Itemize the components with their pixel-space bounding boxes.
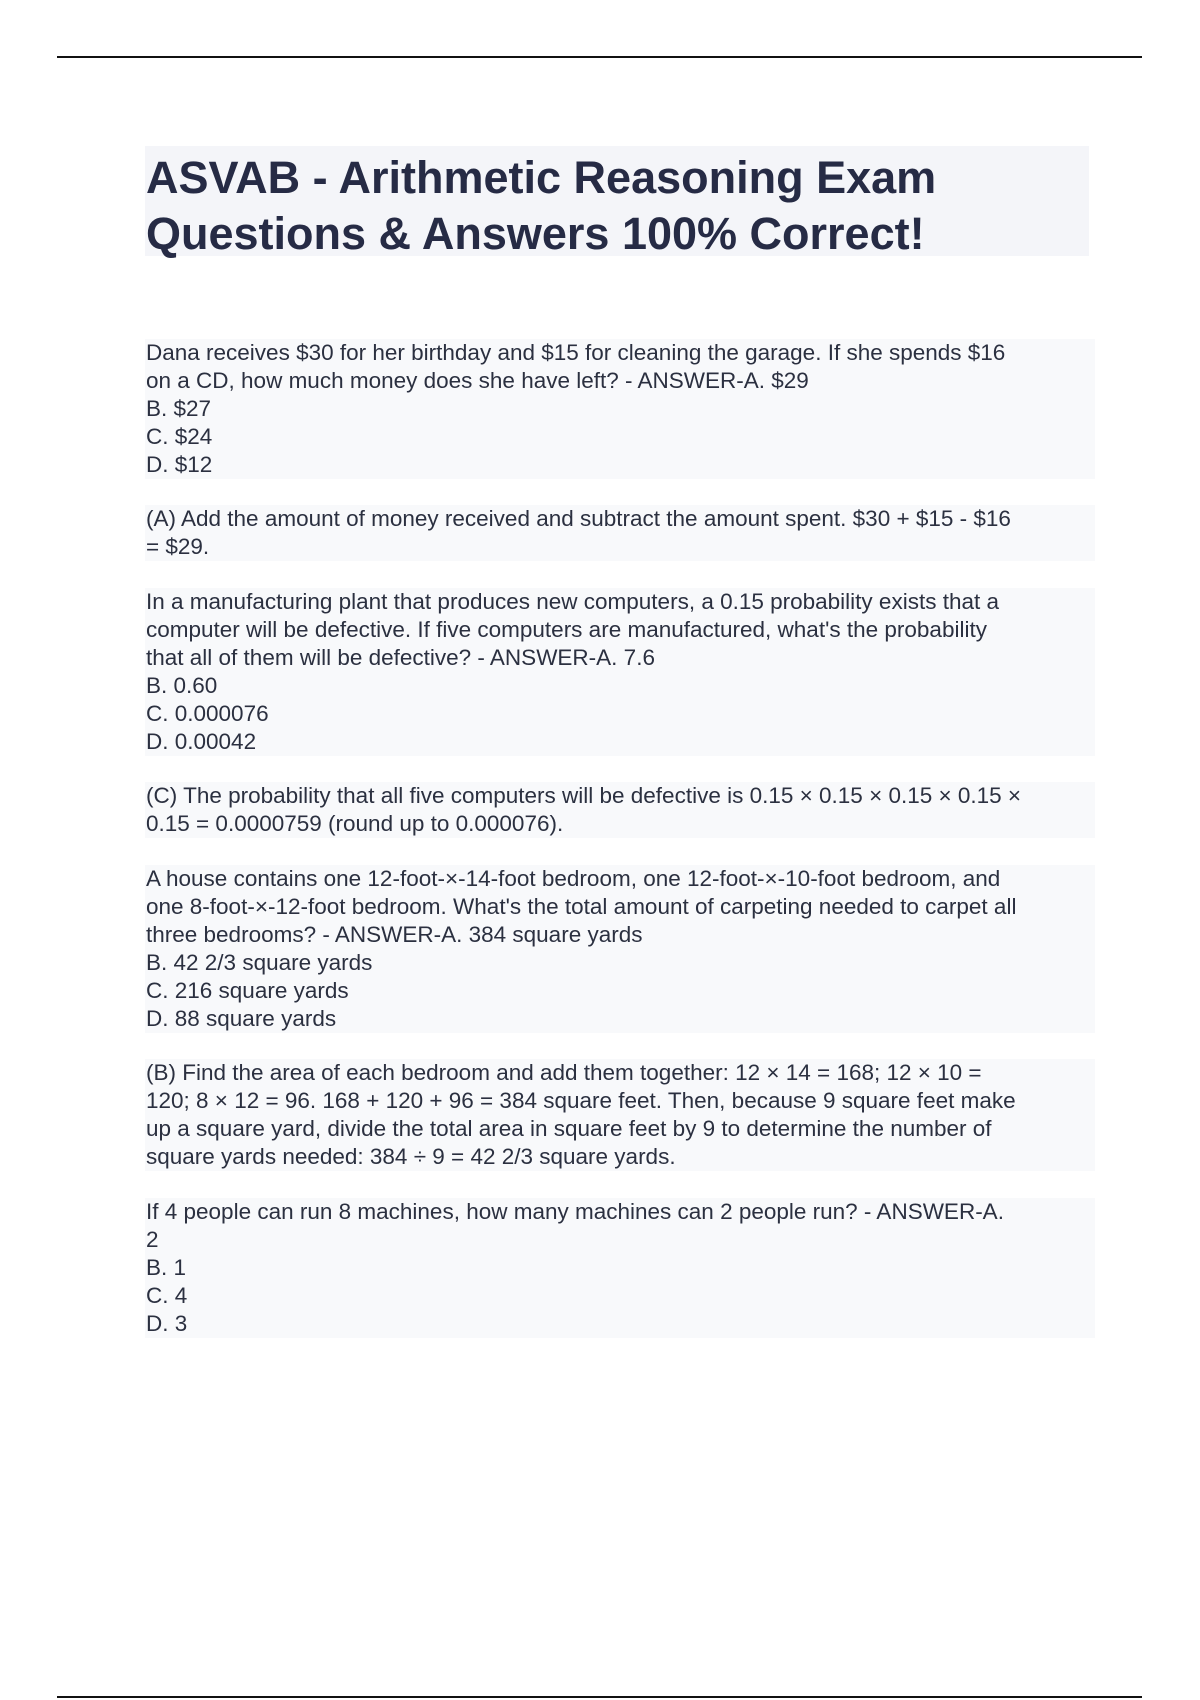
document-title — [146, 150, 1076, 262]
question-line: 2 — [146, 1227, 159, 1252]
question-block — [145, 865, 1095, 1033]
question-line: computer will be defective. If five computers are manufactured, what's the probability — [146, 617, 987, 642]
answer-option: B. 42 2/3 square yards — [146, 950, 373, 975]
title-line: Questions & Answers 100% Correct! — [146, 208, 925, 259]
top-rule — [57, 56, 1142, 58]
question-block — [145, 1198, 1095, 1338]
explanation-line: (A) Add the amount of money received and subtract the amount spent. $30 + $15 - $16 — [146, 506, 1011, 531]
explanation-line: up a square yard, divide the total area in square feet by 9 to determine the number of — [146, 1116, 992, 1141]
document-body — [145, 339, 1095, 1338]
question-block — [145, 339, 1095, 479]
answer-option: B. $27 — [146, 396, 212, 421]
explanation-block — [145, 782, 1095, 838]
answer-option: B. 0.60 — [146, 673, 218, 698]
question-line: A house contains one 12-foot-×-14-foot bedroom, one 12-foot-×-10-foot bedroom, and — [146, 866, 1001, 891]
question-line: three bedrooms? - ANSWER-A. 384 square yards — [146, 922, 643, 947]
question-line: Dana receives $30 for her birthday and $15 for cleaning the garage. If she spends $16 — [146, 340, 1006, 365]
question-line: on a CD, how much money does she have left? - ANSWER-A. $29 — [146, 368, 809, 393]
explanation-line: 0.15 = 0.0000759 (round up to 0.000076). — [146, 811, 564, 836]
explanation-line: (C) The probability that all five computers will be defective is 0.15 × 0.15 × 0.15 × 0.15 × — [146, 783, 1022, 808]
answer-option: C. 0.000076 — [146, 701, 269, 726]
answer-option: D. 88 square yards — [146, 1006, 337, 1031]
answer-option: B. 1 — [146, 1255, 187, 1280]
answer-option: C. $24 — [146, 424, 213, 449]
title-line: ASVAB - Arithmetic Reasoning Exam — [146, 152, 937, 203]
answer-option: C. 216 square yards — [146, 978, 349, 1003]
question-line: If 4 people can run 8 machines, how many machines can 2 people run? - ANSWER-A. — [146, 1199, 1004, 1224]
explanation-block — [145, 505, 1095, 561]
question-line: that all of them will be defective? - ANSWER-A. 7.6 — [146, 645, 655, 670]
explanation-line: square yards needed: 384 ÷ 9 = 42 2/3 square yards. — [146, 1144, 676, 1169]
answer-option: D. 3 — [146, 1311, 188, 1336]
explanation-line: (B) Find the area of each bedroom and add them together: 12 × 14 = 168; 12 × 10 = — [146, 1060, 982, 1085]
explanation-line: 120; 8 × 12 = 96. 168 + 120 + 96 = 384 square feet. Then, because 9 square feet make — [146, 1088, 1016, 1113]
answer-option: D. $12 — [146, 452, 213, 477]
explanation-block — [145, 1059, 1095, 1171]
question-line: In a manufacturing plant that produces new computers, a 0.15 probability exists that a — [146, 589, 999, 614]
question-line: one 8-foot-×-12-foot bedroom. What's the total amount of carpeting needed to carpet all — [146, 894, 1017, 919]
question-block — [145, 588, 1095, 756]
answer-option: D. 0.00042 — [146, 729, 257, 754]
explanation-line: = $29. — [146, 534, 210, 559]
bottom-rule — [57, 1696, 1142, 1698]
answer-option: C. 4 — [146, 1283, 188, 1308]
